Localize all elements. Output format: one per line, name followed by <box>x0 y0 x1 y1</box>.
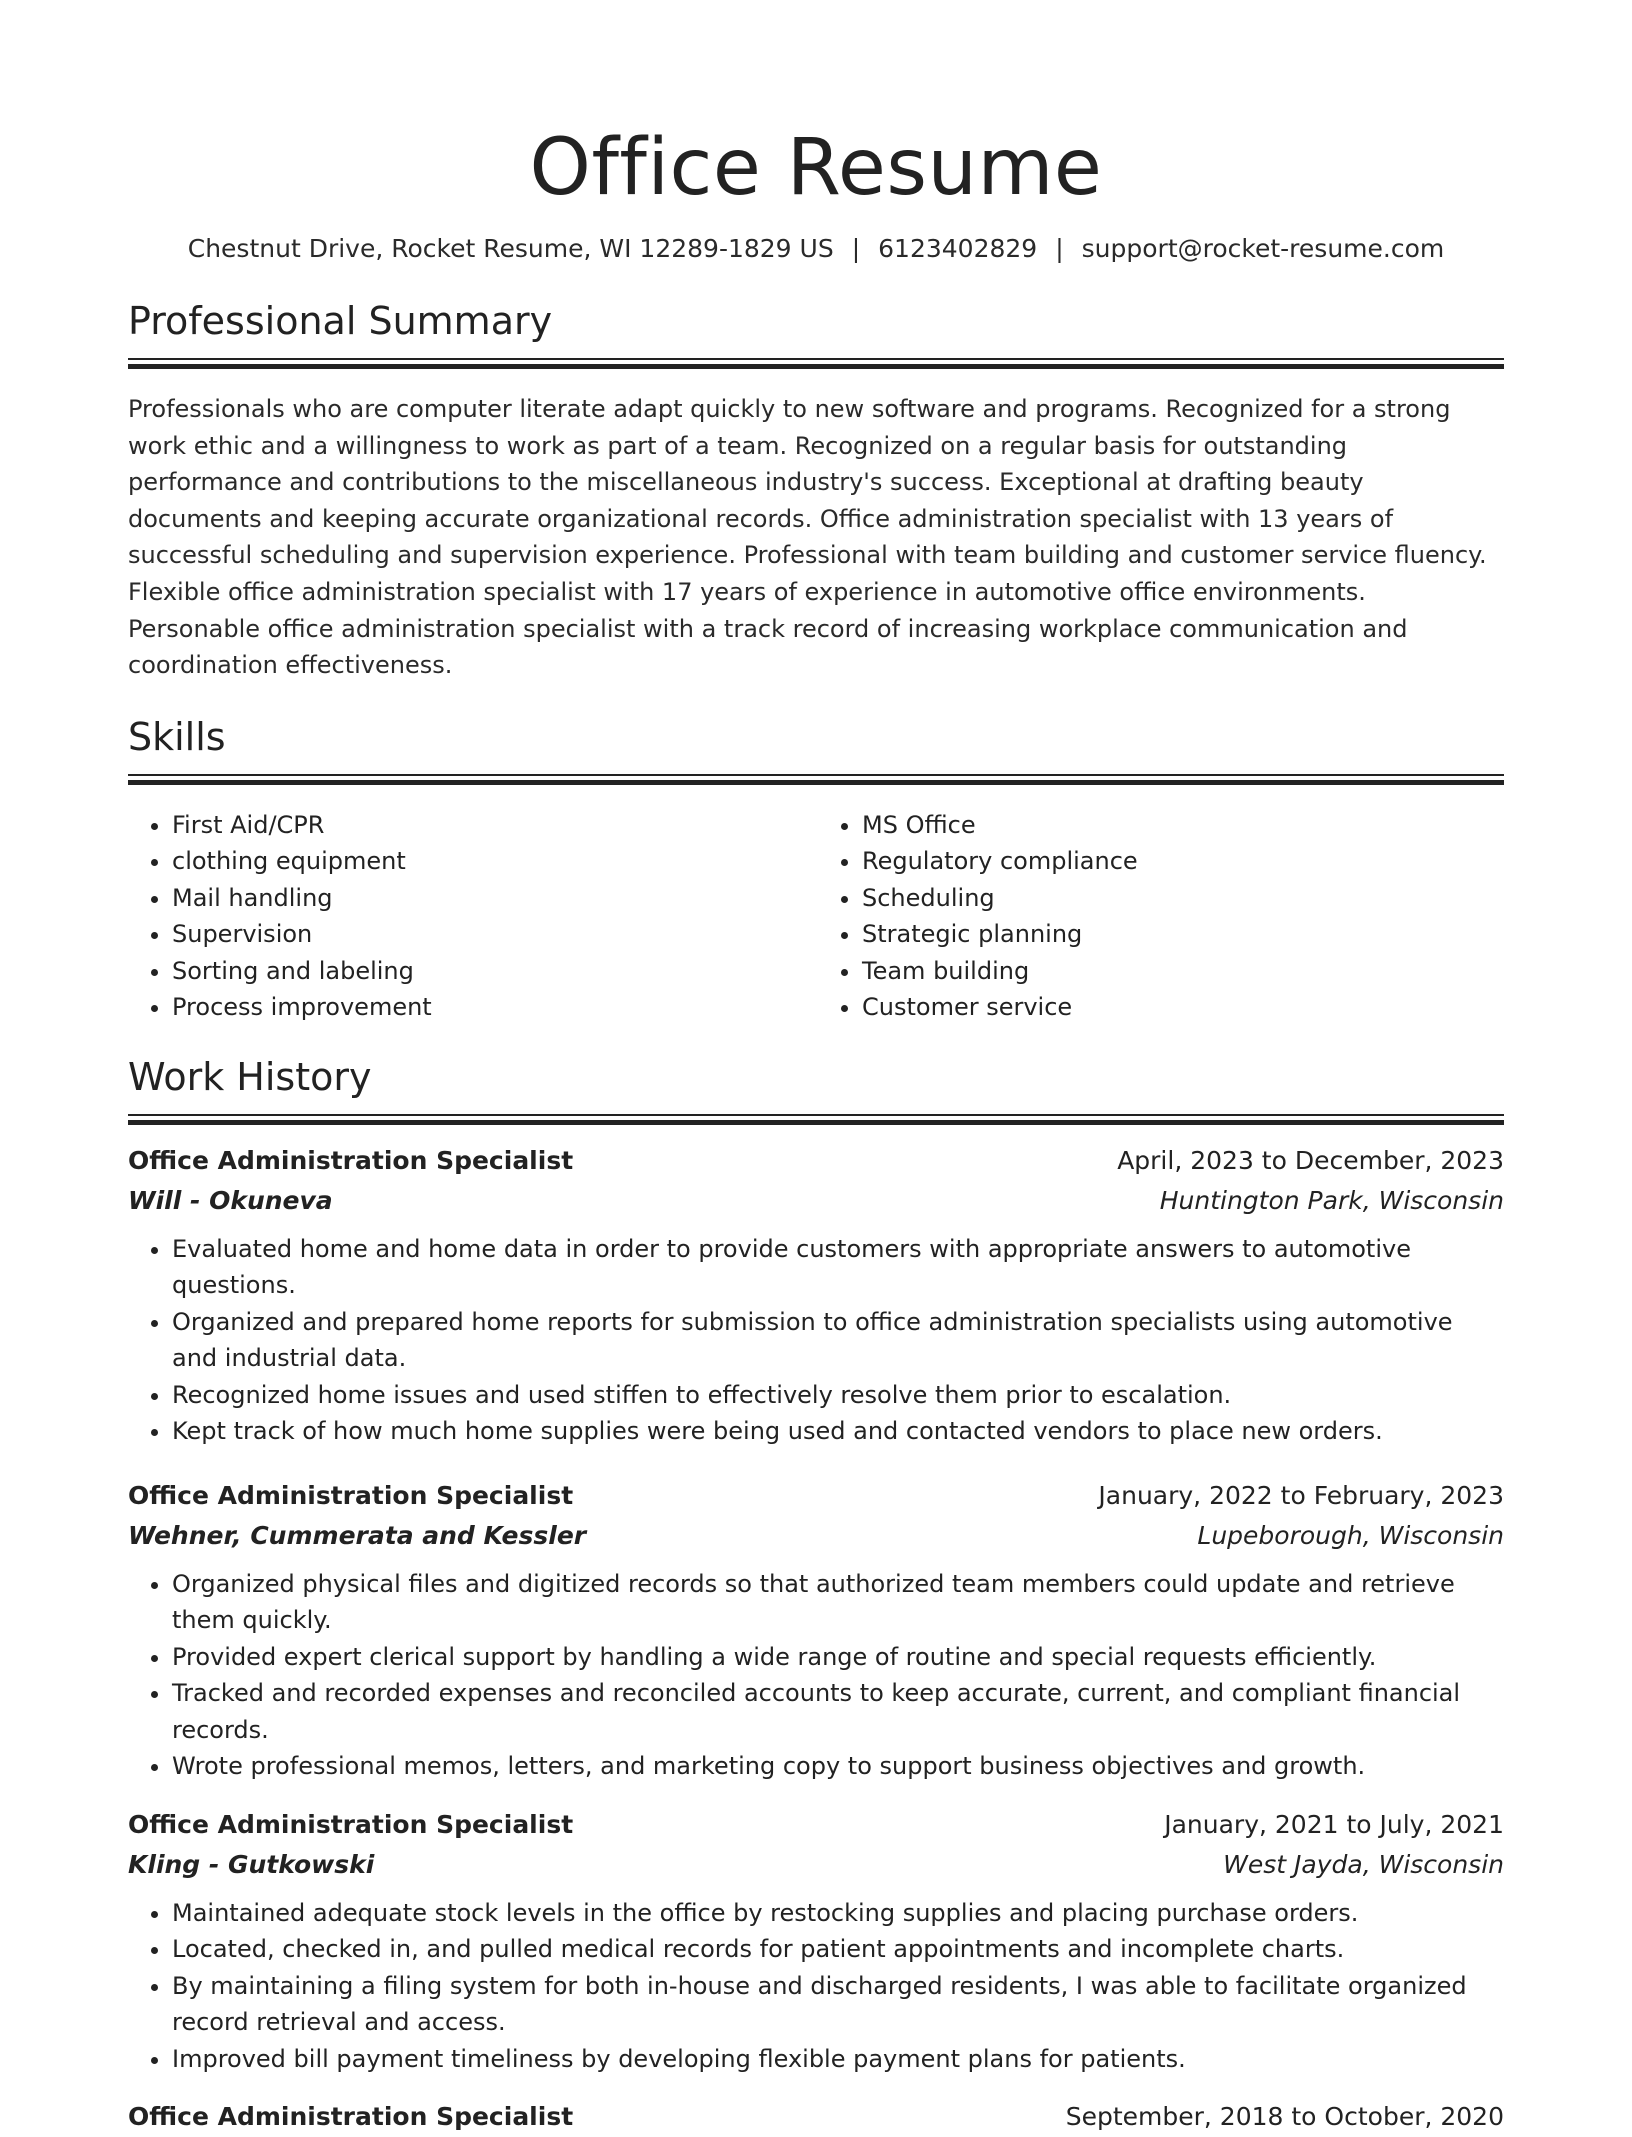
job-title: Office Administration Specialist <box>128 1480 574 1510</box>
job-bullet: • Organized and prepared home reports for submission to office administration specialists using automotive and industrial data. <box>172 1304 1504 1377</box>
contact-email: support@rocket-resume.com <box>1081 234 1445 263</box>
job-bullet: • Maintained adequate stock levels in the office by restocking supplies and placing purchase orders. <box>172 1895 1504 1932</box>
job-entry <box>128 1805 1504 2078</box>
skill-item: • clothing equipment <box>172 843 816 880</box>
job-bullet: • Provided expert clerical support by handling a wide range of routine and special requests efficiently. <box>172 1639 1504 1676</box>
job-bullet: • Recognized home issues and used stiffen to effectively resolve them prior to escalation. <box>172 1377 1504 1414</box>
job-bullets <box>128 1231 1504 1450</box>
job-entry <box>128 1476 1504 1785</box>
job-bullet: • Tracked and recorded expenses and reconciled accounts to keep accurate, current, and compliant financial records. <box>172 1675 1504 1748</box>
job-bullet: • Organized physical files and digitized records so that authorized team members could update and retrieve them quickly. <box>172 1566 1504 1639</box>
job-dates: January, 2021 to July, 2021 <box>1164 1809 1504 1839</box>
job-bullets <box>128 1895 1504 2078</box>
skill-item: • Strategic planning <box>862 916 1504 953</box>
job-company: Wehner, Cummerata and Kessler <box>128 1520 587 1550</box>
job-title: Office Administration Specialist <box>128 2102 574 2132</box>
skills-heading: Skills <box>128 714 226 759</box>
resume-page <box>128 0 1504 2137</box>
job-dates: January, 2022 to February, 2023 <box>1098 1480 1504 1510</box>
work-section <box>128 1052 1504 2137</box>
summary-section <box>128 296 1504 684</box>
job-bullet: • Wrote professional memos, letters, and marketing copy to support business objectives and growth. <box>172 1748 1504 1785</box>
job-title: Office Administration Specialist <box>128 1145 574 1175</box>
skills-right-list <box>816 807 1504 1026</box>
summary-heading: Professional Summary <box>128 299 553 343</box>
skill-item: • Mail handling <box>172 880 816 917</box>
contact-line <box>128 232 1504 266</box>
job-location: Lupeborough, Wisconsin <box>1197 1520 1504 1550</box>
section-divider <box>128 1114 1504 1125</box>
job-bullet: • Evaluated home and home data in order to provide customers with appropriate answers to automotive questions. <box>172 1231 1504 1304</box>
skill-item: • Regulatory compliance <box>862 843 1504 880</box>
summary-text: Professionals who are computer literate adapt quickly to new software and programs. Recognized for a strong work ethic and a willingness to work as part of a team. Recognized on a regular basis for outstanding performance and contributions to the miscellaneous industry's success. Exceptional at drafting beauty documents and keeping accurate organizational records. Office administration specialist with 13 years of successful scheduling and supervision experience. Professional with team building and customer service fluency. Flexible office administration specialist with 17 years of experience in automotive office environments. Personable office administration specialist with a track record of increasing workplace communication and coordination effectiveness. <box>128 395 1487 680</box>
contact-phone: 6123402829 <box>878 234 1038 263</box>
job-bullet: • Improved bill payment timeliness by developing flexible payment plans for patients. <box>172 2041 1504 2078</box>
job-bullet: • Kept track of how much home supplies were being used and contacted vendors to place new orders. <box>172 1413 1504 1450</box>
job-title: Office Administration Specialist <box>128 1809 574 1839</box>
job-dates: April, 2023 to December, 2023 <box>1117 1145 1504 1175</box>
job-bullet: • Located, checked in, and pulled medical records for patient appointments and incomplete charts. <box>172 1931 1504 1968</box>
job-entry <box>128 1141 1504 1450</box>
skill-item: • Customer service <box>862 989 1504 1026</box>
skill-item: • Scheduling <box>862 880 1504 917</box>
work-heading: Work History <box>128 1054 372 1099</box>
skill-item: • MS Office <box>862 807 1504 844</box>
job-company: Will - Okuneva <box>128 1185 333 1215</box>
skills-columns <box>128 807 1504 1026</box>
skill-item: • First Aid/CPR <box>172 807 816 844</box>
skills-left-list <box>128 807 816 1026</box>
job-company: Kling - Gutkowski <box>128 1849 375 1879</box>
contact-separator: | <box>1055 234 1064 263</box>
job-dates: September, 2018 to October, 2020 <box>1065 2102 1504 2132</box>
skill-item: • Process improvement <box>172 989 816 1026</box>
job-location: West Jayda, Wisconsin <box>1223 1849 1504 1879</box>
contact-address: Chestnut Drive, Rocket Resume, WI 12289-1829 US <box>187 234 834 263</box>
section-divider <box>128 358 1504 369</box>
job-bullet: • By maintaining a filing system for both in-house and discharged residents, I was able to facilitate organized record retrieval and access. <box>172 1968 1504 2041</box>
skill-item: • Team building <box>862 953 1504 990</box>
job-entry <box>128 2097 1504 2137</box>
job-bullets <box>128 1566 1504 1785</box>
skill-item: • Sorting and labeling <box>172 953 816 990</box>
resume-title: Office Resume <box>529 123 1103 213</box>
skill-item: • Supervision <box>172 916 816 953</box>
skills-section <box>128 712 1504 1026</box>
section-divider <box>128 774 1504 785</box>
contact-separator: | <box>851 234 861 263</box>
job-location: Huntington Park, Wisconsin <box>1159 1185 1504 1215</box>
